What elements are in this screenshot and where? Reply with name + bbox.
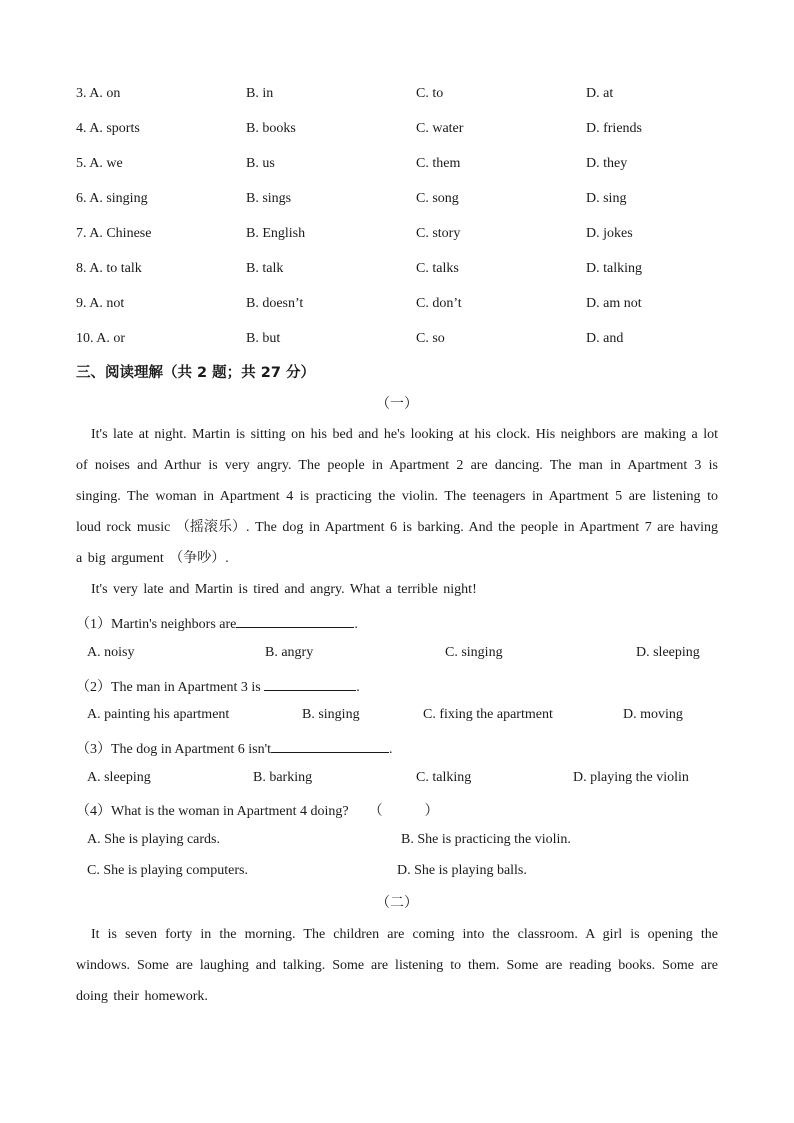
answer-option-c[interactable]: C. fixing the apartment [423, 707, 553, 722]
question-stem: （3）The dog in Apartment 6 isn't [76, 742, 272, 757]
question-4-options-row-1 [0, 832, 794, 852]
answer-option-d[interactable]: D. She is playing balls. [397, 863, 527, 878]
question-stem: （2）The man in Apartment 3 is [76, 680, 265, 695]
option-a: 10. A. or [76, 331, 125, 346]
answer-blank[interactable] [271, 738, 389, 753]
option-row-5 [0, 156, 794, 176]
passage-1-paragraph-1: It's late at night. Martin is sitting on his bed and he's looking at his clock. His neighbors are making a lot of noises and Arthur is very angry. The people in Apartment 2 are dancing. The man in Apartment 3 is singing. The woman in Apartment 4 is practicing the violin. The teenagers in Apartment 5 are listening to loud rock music （摇滚乐）. The dog in Apartment 6 is barking. And the people in Apartment 7 are having a big argument （争吵）. [76, 427, 718, 566]
option-c: C. so [416, 331, 445, 346]
answer-option-a[interactable]: A. She is playing cards. [87, 832, 220, 847]
option-d: D. talking [586, 261, 642, 276]
answer-option-d[interactable]: D. moving [623, 707, 683, 722]
question-2-options [0, 707, 794, 727]
option-d: D. jokes [586, 226, 633, 241]
answer-blank[interactable] [236, 613, 354, 628]
option-d: D. am not [586, 296, 642, 311]
passage-2-text [76, 919, 718, 1012]
option-row-6 [0, 191, 794, 211]
option-d: D. sing [586, 191, 627, 206]
option-a: 4. A. sports [76, 121, 140, 136]
option-a: 9. A. not [76, 296, 125, 311]
passage-2-paragraph-1: It is seven forty in the morning. The children are coming into the classroom. A girl is opening the windows. Some are laughing and talking. Some are listening to them. Some are reading books. Some are doing their homework. [76, 927, 718, 1004]
answer-option-b[interactable]: B. angry [265, 645, 314, 660]
option-c: C. talks [416, 261, 459, 276]
question-2 [76, 676, 360, 696]
option-d: D. friends [586, 121, 642, 136]
question-stem: （4）What is the woman in Apartment 4 doing? [76, 804, 349, 819]
option-b: B. us [246, 156, 275, 171]
option-a: 5. A. we [76, 156, 123, 171]
option-d: D. and [586, 331, 624, 346]
answer-bracket[interactable]: （ ） [368, 804, 439, 819]
option-row-10 [0, 331, 794, 351]
option-d: D. they [586, 156, 628, 171]
option-b: B. books [246, 121, 296, 136]
option-b: B. sings [246, 191, 292, 206]
option-row-3 [0, 86, 794, 106]
option-b: B. but [246, 331, 281, 346]
question-4 [76, 800, 439, 820]
passage-1-text [76, 419, 718, 605]
question-tail: . [356, 680, 360, 695]
question-3 [76, 738, 393, 758]
answer-option-c[interactable]: C. talking [416, 770, 472, 785]
passage-2-marker: （二） [376, 896, 418, 911]
section-title: 三、阅读理解（共 2 题；共 27 分） [76, 365, 315, 381]
answer-option-a[interactable]: A. sleeping [87, 770, 151, 785]
option-b: B. in [246, 86, 274, 101]
option-b: B. talk [246, 261, 284, 276]
option-d: D. at [586, 86, 614, 101]
question-1-options [0, 645, 794, 665]
answer-option-d[interactable]: D. sleeping [636, 645, 700, 660]
answer-option-c[interactable]: C. She is playing computers. [87, 863, 248, 878]
answer-option-b[interactable]: B. barking [253, 770, 313, 785]
answer-option-b[interactable]: B. singing [302, 707, 360, 722]
question-4-options-row-2 [0, 863, 794, 883]
answer-option-d[interactable]: D. playing the violin [573, 770, 689, 785]
answer-option-a[interactable]: A. noisy [87, 645, 135, 660]
option-b: B. English [246, 226, 306, 241]
option-c: C. to [416, 86, 444, 101]
option-c: C. water [416, 121, 464, 136]
option-row-7 [0, 226, 794, 246]
option-row-8 [0, 261, 794, 281]
question-stem: （1）Martin's neighbors are [76, 617, 237, 632]
option-a: 8. A. to talk [76, 261, 142, 276]
question-tail: . [354, 617, 358, 632]
answer-option-c[interactable]: C. singing [445, 645, 503, 660]
question-3-options [0, 770, 794, 790]
option-a: 3. A. on [76, 86, 121, 101]
answer-option-a[interactable]: A. painting his apartment [87, 707, 230, 722]
passage-1-paragraph-2: It's very late and Martin is tired and angry. What a terrible night! [91, 582, 477, 597]
answer-option-b[interactable]: B. She is practicing the violin. [401, 832, 571, 847]
option-row-9 [0, 296, 794, 316]
question-tail: . [389, 742, 393, 757]
option-a: 6. A. singing [76, 191, 148, 206]
option-c: C. them [416, 156, 461, 171]
question-1 [76, 613, 358, 633]
option-c: C. story [416, 226, 461, 241]
option-a: 7. A. Chinese [76, 226, 152, 241]
passage-1-marker: （一） [376, 397, 418, 412]
option-b: B. doesn’t [246, 296, 304, 311]
option-c: C. song [416, 191, 459, 206]
answer-blank[interactable] [264, 676, 356, 691]
option-row-4 [0, 121, 794, 141]
option-c: C. don’t [416, 296, 462, 311]
